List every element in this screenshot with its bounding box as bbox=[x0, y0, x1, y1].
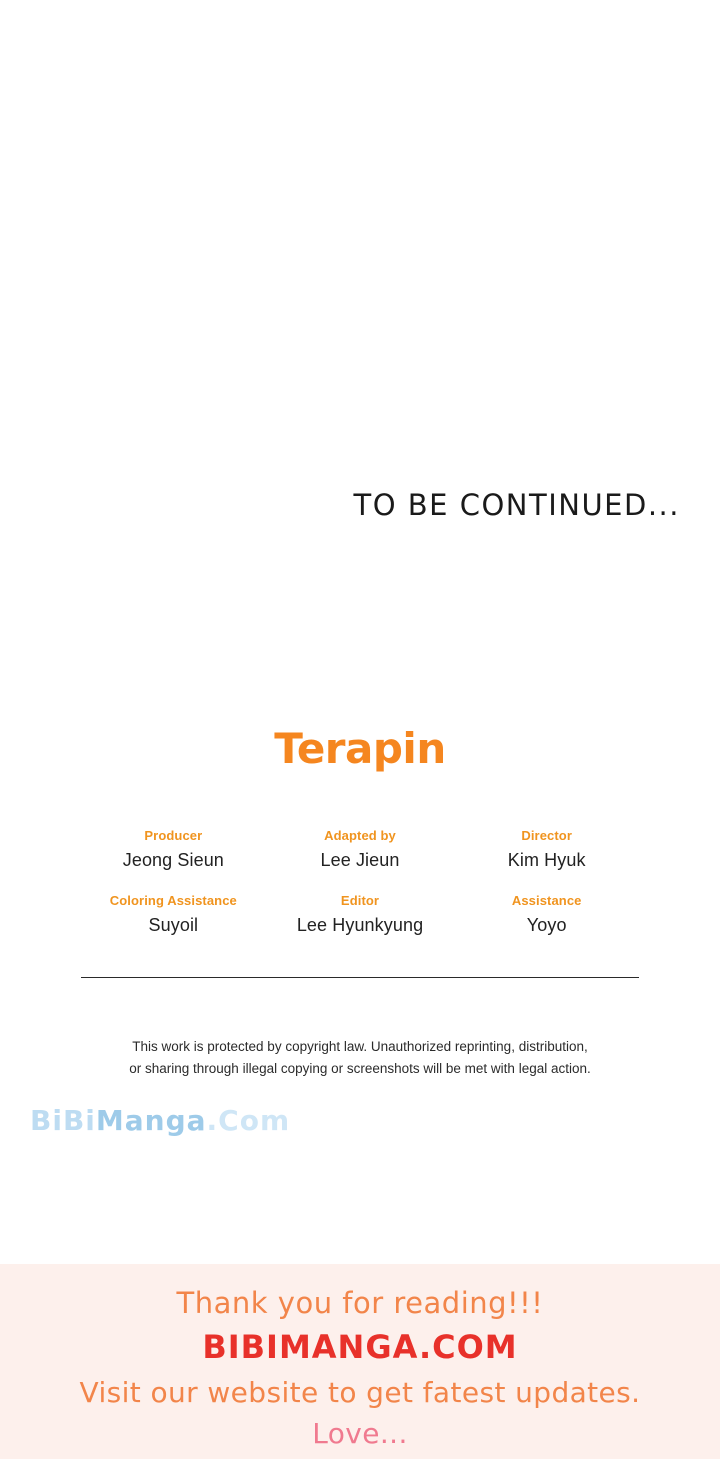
copyright-notice bbox=[0, 1036, 720, 1080]
credit-entry-coloring-assistance bbox=[80, 893, 267, 936]
footer-visit-text: Visit our website to get fatest updates. bbox=[79, 1376, 641, 1409]
credit-entry-director bbox=[453, 828, 640, 871]
credits-row bbox=[80, 893, 640, 936]
credit-role: Producer bbox=[144, 828, 203, 843]
watermark-part-3: .Com bbox=[206, 1104, 291, 1137]
credit-entry-editor bbox=[267, 893, 454, 936]
footer-thanks-text: Thank you for reading!!! bbox=[176, 1286, 544, 1320]
credit-name: Lee Jieun bbox=[320, 850, 400, 870]
credit-name: Jeong Sieun bbox=[122, 850, 224, 870]
credit-role: Adapted by bbox=[324, 828, 396, 843]
series-title: Terapin bbox=[274, 724, 446, 773]
credit-name: Yoyo bbox=[526, 915, 567, 935]
credit-entry-assistance bbox=[453, 893, 640, 936]
credit-role: Editor bbox=[340, 893, 380, 908]
footer-love-text: Love... bbox=[312, 1417, 408, 1450]
credits-block bbox=[80, 828, 640, 958]
section-divider bbox=[81, 977, 639, 978]
copyright-line-2: or sharing through illegal copying or screenshots will be met with legal action. bbox=[129, 1061, 591, 1076]
copyright-line-1: This work is protected by copyright law. Unauthorized reprinting, distribution, bbox=[132, 1039, 588, 1054]
credit-name: Lee Hyunkyung bbox=[296, 915, 424, 935]
watermark-part-2: Manga bbox=[95, 1104, 207, 1137]
credit-role: Director bbox=[521, 828, 572, 843]
credit-role: Coloring Assistance bbox=[109, 893, 237, 908]
to-be-continued-text: TO BE CONTINUED... bbox=[353, 488, 680, 522]
credit-entry-producer bbox=[80, 828, 267, 871]
credit-name: Suyoil bbox=[148, 915, 199, 935]
credit-name: Kim Hyuk bbox=[507, 850, 586, 870]
site-watermark bbox=[30, 1104, 290, 1137]
footer-site-name[interactable]: BIBIMANGA.COM bbox=[202, 1328, 518, 1366]
credits-row bbox=[80, 828, 640, 871]
credit-entry-adapted-by bbox=[267, 828, 454, 871]
credit-role: Assistance bbox=[511, 893, 582, 908]
footer-banner bbox=[0, 1264, 720, 1459]
watermark-part-1: BiBi bbox=[30, 1104, 96, 1137]
